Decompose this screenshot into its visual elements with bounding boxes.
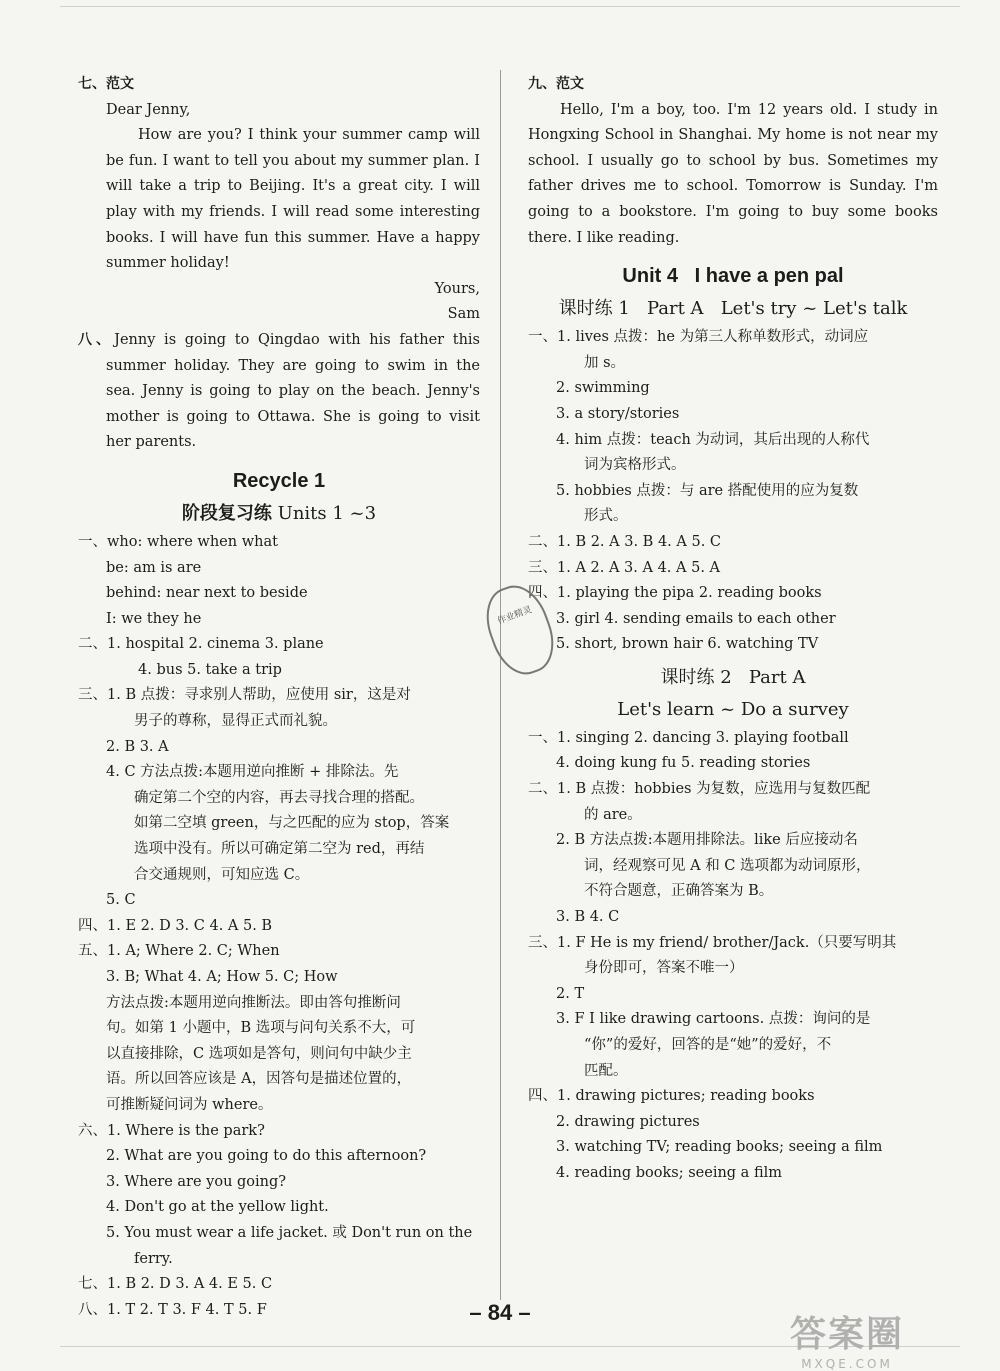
answer-line: 5. short, brown hair 6. watching TV — [556, 636, 819, 653]
answer-line: 4. doing kung fu 5. reading stories — [556, 755, 811, 772]
answer-line: 4. reading books; seeing a film — [556, 1164, 782, 1181]
lesson-2-title: 课时练 2 Part A — [660, 666, 806, 688]
method-note: 句。如第 1 小题中，B 选项与问句关系不大，可 — [106, 1020, 416, 1037]
letter-signature: Sam — [447, 306, 480, 323]
answer-line: be: am is are — [106, 559, 202, 576]
answer-line: 二、1. B 点拨：hobbies 为复数，应选用与复数匹配 — [528, 781, 871, 798]
answer-line: behind: near next to beside — [106, 585, 308, 602]
top-rule — [60, 6, 960, 7]
answer-line: 4. him 点拨：teach 为动词，其后出现的人称代 — [556, 431, 870, 448]
answer-line: 男子的尊称，显得正式而礼貌。 — [134, 713, 337, 730]
answer-line: 选项中没有。所以可确定第二空为 red，再结 — [134, 841, 425, 858]
answer-line: 加 s。 — [584, 354, 626, 371]
answer-line: 八、1. T 2. T 3. F 4. T 5. F — [78, 1301, 267, 1318]
answer-line: 二、1. B 2. A 3. B 4. A 5. C — [528, 533, 722, 550]
answer-line: 二、1. hospital 2. cinema 3. plane — [78, 636, 324, 653]
answer-line: 七、1. B 2. D 3. A 4. E 5. C — [78, 1276, 273, 1293]
watermark-logo — [790, 1306, 904, 1371]
answer-line: 3. girl 4. sending emails to each other — [556, 610, 836, 627]
answer-line: 3. B 4. C — [556, 909, 620, 926]
answer-line: 2. drawing pictures — [556, 1113, 700, 1130]
answer-line: 三、1. A 2. A 3. A 4. A 5. A — [528, 559, 721, 576]
answer-line: 3. a story/stories — [556, 405, 680, 422]
answer-line: 2. T — [556, 985, 585, 1002]
answer-line: 3. watching TV; reading books; seeing a film — [556, 1139, 883, 1156]
answer-line: 4. C 方法点拨:本题用逆向推断 + 排除法。先 — [106, 764, 399, 781]
section-7-heading: 七、范文 — [78, 76, 134, 92]
answer-line: 3. F I like drawing cartoons. 点拨：询问的是 — [556, 1011, 871, 1028]
answer-line: ferry. — [134, 1250, 173, 1267]
right-column — [528, 72, 938, 1187]
answer-line: 2. swimming — [556, 380, 650, 397]
letter-greeting: Dear Jenny, — [106, 101, 191, 118]
answer-line: 2. B 3. A — [106, 738, 169, 755]
answer-line: 一、1. lives 点拨：he 为第三人称单数形式，动词应 — [528, 329, 869, 346]
review-title — [78, 498, 480, 530]
answer-line: 确定第二个空的内容，再去寻找合理的搭配。 — [134, 789, 424, 806]
answer-line: 四、1. drawing pictures; reading books — [528, 1088, 815, 1105]
answer-line: 如第二空填 green，与之匹配的应为 stop，答案 — [134, 815, 450, 832]
section-8-text: Jenny is going to Qingdao with his father this summer holiday. They are going to swim in the sea. Jenny is going to play on the beach. Jenny's mother is going to Ottawa. She is going to visit her parents. — [106, 331, 480, 451]
answer-line: “你”的爱好，回答的是“她”的爱好，不 — [584, 1037, 832, 1053]
letter-closing: Yours, — [434, 280, 480, 297]
answer-line: 5. C — [106, 892, 136, 909]
method-note: 语。所以回答应该是 A，因答句是描述位置的， — [106, 1071, 412, 1088]
watermark-text: 答案圈 — [790, 1314, 905, 1355]
answer-line: I: we they he — [106, 610, 202, 627]
watermark-url: MXQE.COM — [801, 1357, 893, 1371]
stamp-seal: 作业精灵 — [476, 577, 563, 682]
answer-line: 2. B 方法点拨:本题用排除法。like 后应接动名 — [556, 832, 858, 849]
answer-line: 词为宾格形式。 — [584, 457, 686, 474]
column-divider — [500, 70, 501, 1300]
answer-line: 3. Where are you going? — [106, 1173, 287, 1190]
method-note: 方法点拨:本题用逆向推断法。即由答句推断问 — [106, 994, 401, 1011]
answer-line: 四、1. E 2. D 3. C 4. A 5. B — [78, 917, 273, 934]
answer-line: 三、1. F He is my friend/ brother/Jack.（只要写明其 — [528, 934, 897, 951]
unit-title: Unit 4 I have a pen pal — [622, 265, 844, 288]
answer-line: 词，经观察可见 A 和 C 选项都为动词原形， — [584, 857, 871, 874]
method-note: 以直接排除，C 选项如是答句，则问句中缺少主 — [106, 1045, 412, 1062]
answer-line: 合交通规则，可知应选 C。 — [134, 866, 310, 883]
left-column — [78, 72, 480, 1323]
answer-line: 不符合题意，正确答案为 B。 — [584, 883, 774, 900]
answer-line: 匹配。 — [584, 1062, 628, 1079]
answer-line: 身份即可，答案不唯一） — [584, 960, 744, 977]
answer-line: 四、1. playing the pipa 2. reading books — [528, 585, 822, 602]
letter-body: How are you? I think your summer camp will be fun. I want to tell you about my summer plan. I will take a trip to Beijing. It's a great city. I will play with my friends. I will read some interesting books. I will have fun this summer. Have a happy summer holiday! — [106, 127, 480, 272]
page-number: – 84 – — [469, 1300, 531, 1325]
section-9-heading: 九、范文 — [528, 76, 584, 92]
section-8-paragraph — [78, 328, 480, 456]
answer-line: 2. What are you going to do this afternoon? — [106, 1148, 427, 1165]
method-note: 可推断疑问词为 where。 — [106, 1096, 273, 1113]
answer-line: 五、1. A; Where 2. C; When — [78, 943, 280, 960]
review-title-cn: 阶段复习练 — [181, 502, 272, 524]
answer-line: 5. hobbies 点拨：与 are 搭配使用的应为复数 — [556, 482, 859, 499]
answer-line: 一、who: where when what — [78, 533, 278, 550]
review-title-en: Units 1 ~3 — [277, 502, 377, 524]
section-8-label: 八、 — [78, 331, 115, 348]
answer-line: 六、1. Where is the park? — [78, 1122, 265, 1139]
answer-line: 一、1. singing 2. dancing 3. playing football — [528, 729, 849, 746]
section-9-paragraph: Hello, I'm a boy, too. I'm 12 years old. I study in Hongxing School in Shanghai. My home is not near my school. I usually go to school by bus. Sometimes my father drives me to school. Tomorrow is Sunday. I'm going to a bookstore. I'm going to buy some books there. I like reading. — [528, 101, 938, 246]
answer-line: 3. B; What 4. A; How 5. C; How — [106, 969, 338, 985]
lesson-2-subtitle: Let's learn ~ Do a survey — [617, 698, 849, 720]
answer-line: 4. bus 5. take a trip — [138, 661, 282, 678]
answer-line: 5. You must wear a life jacket. 或 Don't run on the — [106, 1224, 473, 1241]
lesson-1-title: 课时练 1 Part A Let's try ~ Let's talk — [558, 298, 908, 320]
answer-line: 的 are。 — [584, 806, 642, 823]
answer-line: 4. Don't go at the yellow light. — [106, 1199, 329, 1216]
recycle-title: Recycle 1 — [232, 469, 326, 492]
answer-line: 形式。 — [584, 508, 628, 525]
answer-line: 三、1. B 点拨：寻求别人帮助，应使用 sir，这是对 — [78, 687, 411, 704]
